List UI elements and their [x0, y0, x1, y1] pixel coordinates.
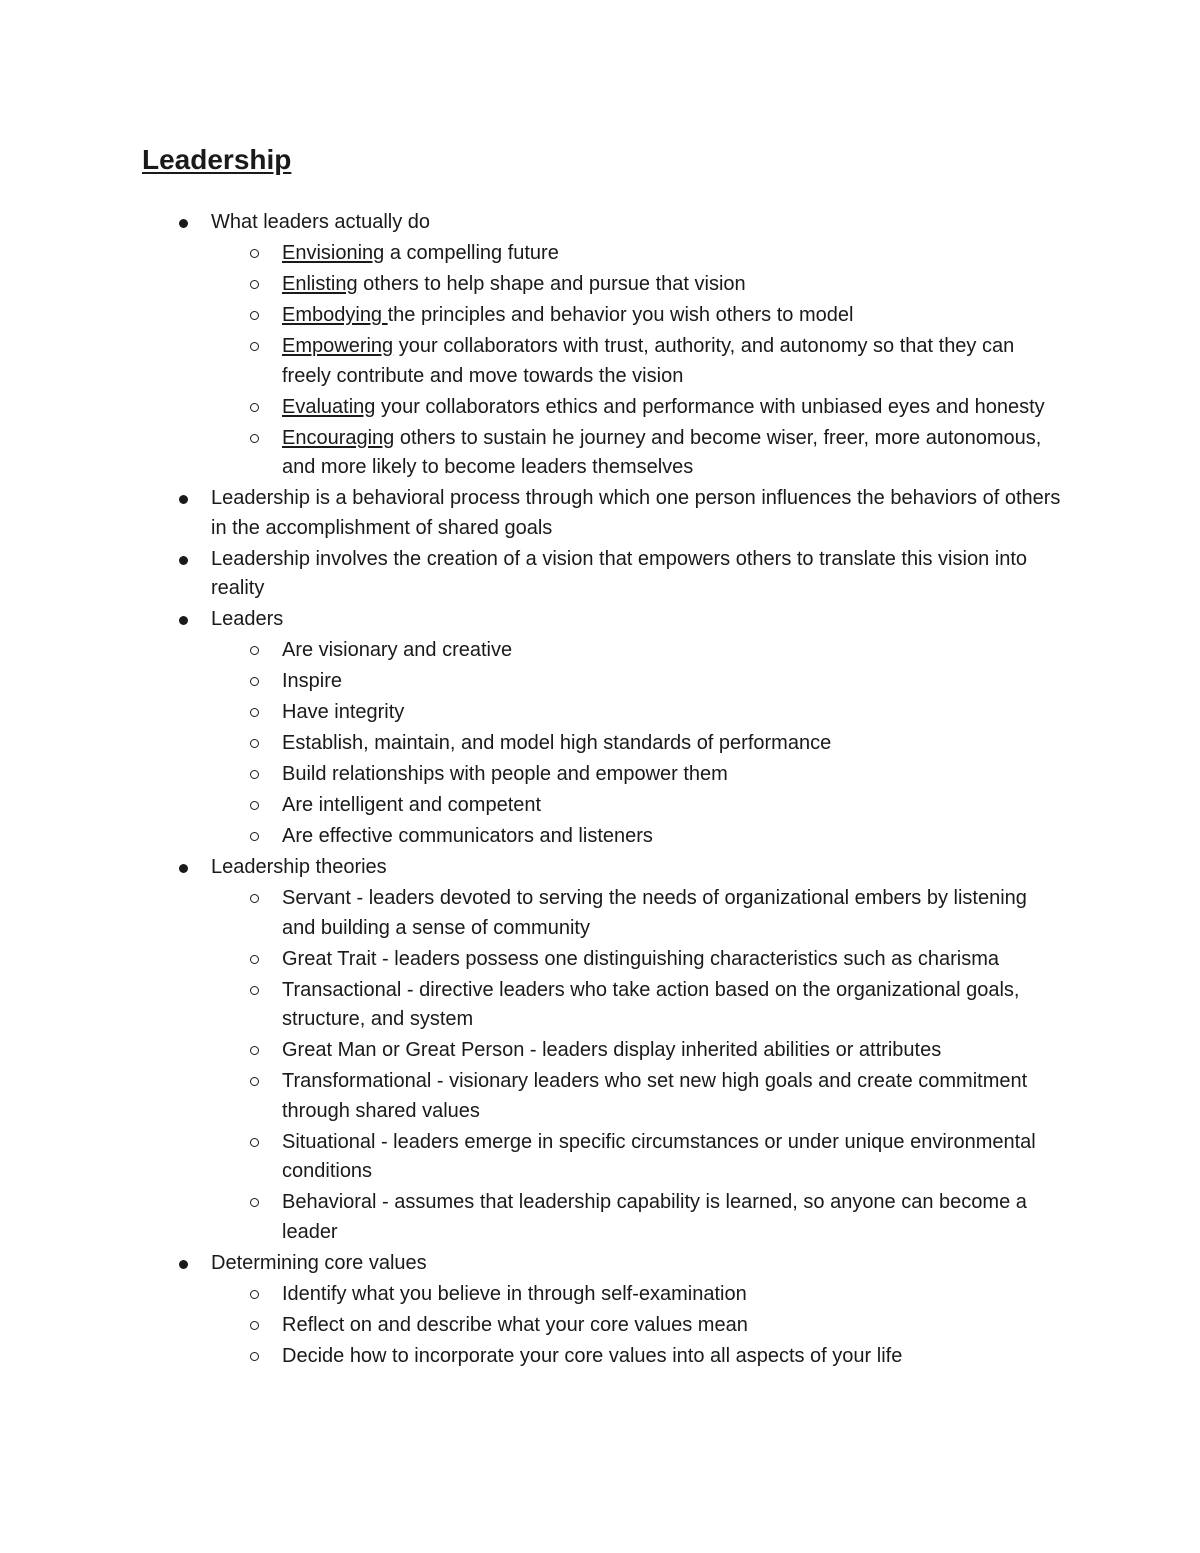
sub-list-item — [0, 270, 1062, 300]
sub-item-text: others to sustain he journey and become wiser, freer, more autonomous, and more likely to become leaders themselves — [282, 426, 1042, 479]
sub-list-item — [0, 698, 1062, 728]
bullet-circle-icon — [250, 434, 259, 443]
bullet-disc-icon — [179, 556, 188, 565]
bullet-circle-icon — [250, 708, 259, 717]
sub-list-item — [0, 239, 1062, 269]
sub-item-text: Reflect on and describe what your core values mean — [282, 1313, 748, 1336]
sub-item-text: a compelling future — [384, 241, 559, 264]
list-item-text: What leaders actually do — [211, 211, 431, 233]
sub-item-text: Situational - leaders emerge in specific circumstances or under unique environmental conditions — [282, 1130, 1036, 1183]
sub-item-text: your collaborators ethics and performance with unbiased eyes and honesty — [375, 395, 1045, 418]
bullet-circle-icon — [250, 739, 259, 748]
sub-item-text: Establish, maintain, and model high standards of performance — [282, 732, 832, 755]
page-title: Leadership — [142, 144, 292, 175]
list-item-text: Leadership is a behavioral process through which one person influences the behaviors of others in the accomplishment of shared goals — [211, 487, 1061, 539]
sub-list-item — [0, 729, 1062, 759]
sub-item-text: Decide how to incorporate your core values into all aspects of your life — [282, 1344, 903, 1367]
list-item — [0, 545, 1061, 604]
bullet-circle-icon — [250, 801, 259, 810]
underlined-term: Encouraging — [282, 426, 395, 449]
sub-list-item — [0, 1311, 1062, 1341]
sub-list-item — [0, 945, 1062, 975]
sub-bullet-list — [211, 1280, 1061, 1372]
sub-list-item — [0, 332, 1062, 391]
list-item-text: Leaders — [211, 608, 284, 631]
sub-list-item — [0, 636, 1062, 666]
bullet-circle-icon — [250, 986, 259, 995]
document-body — [0, 208, 1200, 1372]
bullet-circle-icon — [250, 1138, 259, 1147]
sub-list-item — [0, 1188, 1062, 1247]
sub-item-text: Transactional - directive leaders who take action based on the organizational goals, structure, and system — [282, 978, 1020, 1031]
sub-list-item — [0, 884, 1062, 943]
bullet-circle-icon — [250, 955, 259, 964]
bullet-circle-icon — [250, 894, 259, 903]
underlined-term: Embodying — [282, 303, 388, 326]
bullet-disc-icon — [179, 219, 188, 228]
bullet-disc-icon — [179, 616, 188, 625]
list-item-text: Leadership theories — [211, 856, 387, 879]
bullet-circle-icon — [250, 403, 259, 412]
bullet-disc-icon — [179, 864, 188, 873]
sub-item-text: the principles and behavior you wish others to model — [387, 303, 854, 326]
sub-item-text: your collaborators with trust, authority, and autonomy so that they can freely contribute and move towards the vision — [282, 334, 1015, 387]
main-bullet-list — [0, 208, 1200, 1372]
bullet-circle-icon — [250, 646, 259, 655]
list-item-text: Leadership involves the creation of a vision that empowers others to translate this vision into reality — [211, 547, 1027, 600]
sub-bullet-list — [211, 636, 1061, 852]
sub-list-item — [0, 760, 1062, 790]
sub-list-item — [0, 1067, 1062, 1126]
sub-item-text: Identify what you believe in through self-examination — [282, 1282, 747, 1305]
sub-list-item — [0, 667, 1062, 697]
sub-list-item — [0, 791, 1062, 821]
sub-item-text: Behavioral - assumes that leadership capability is learned, so anyone can become a leader — [282, 1191, 1027, 1243]
underlined-term: Enlisting — [282, 272, 358, 295]
list-item-text: Determining core values — [211, 1251, 427, 1274]
bullet-circle-icon — [250, 1321, 259, 1330]
underlined-term: Evaluating — [282, 395, 376, 418]
sub-item-text: others to help shape and pursue that vision — [357, 272, 746, 295]
list-item — [0, 484, 1061, 543]
sub-bullet-list — [211, 239, 1061, 483]
sub-item-text: Are intelligent and competent — [282, 794, 542, 817]
bullet-circle-icon — [250, 1046, 259, 1055]
sub-list-item — [0, 822, 1062, 852]
bullet-disc-icon — [179, 1260, 188, 1269]
bullet-circle-icon — [250, 832, 259, 841]
list-item — [0, 605, 1061, 851]
underlined-term: Empowering — [282, 334, 394, 357]
sub-list-item — [0, 976, 1062, 1035]
sub-item-text: Servant - leaders devoted to serving the needs of organizational embers by listening and building a sense of community — [282, 887, 1027, 939]
sub-item-text: Great Man or Great Person - leaders display inherited abilities or attributes — [282, 1039, 942, 1062]
bullet-disc-icon — [179, 495, 188, 504]
bullet-circle-icon — [250, 1198, 259, 1207]
list-item — [0, 853, 1061, 1247]
sub-item-text: Are visionary and creative — [282, 639, 513, 662]
sub-list-item — [0, 1342, 1062, 1372]
bullet-circle-icon — [250, 1077, 259, 1086]
sub-list-item — [0, 1128, 1062, 1187]
sub-list-item — [0, 301, 1062, 331]
bullet-circle-icon — [250, 342, 259, 351]
list-item — [0, 1249, 1061, 1372]
bullet-circle-icon — [250, 311, 259, 320]
bullet-circle-icon — [250, 280, 259, 289]
sub-list-item — [0, 393, 1062, 423]
underlined-term: Envisioning — [282, 241, 385, 264]
bullet-circle-icon — [250, 249, 259, 258]
bullet-circle-icon — [250, 1290, 259, 1299]
sub-item-text: Have integrity — [282, 701, 405, 724]
bullet-circle-icon — [250, 1352, 259, 1361]
sub-item-text: Transformational - visionary leaders who set new high goals and create commitment through shared values — [282, 1070, 1028, 1122]
sub-item-text: Great Trait - leaders possess one distinguishing characteristics such as charisma — [282, 947, 999, 970]
sub-list-item — [0, 424, 1062, 483]
bullet-circle-icon — [250, 770, 259, 779]
sub-list-item — [0, 1280, 1062, 1310]
sub-bullet-list — [211, 884, 1061, 1247]
sub-item-text: Build relationships with people and empower them — [282, 763, 728, 786]
sub-item-text: Are effective communicators and listeners — [282, 825, 653, 848]
bullet-circle-icon — [250, 677, 259, 686]
sub-list-item — [0, 1036, 1062, 1066]
sub-item-text: Inspire — [282, 670, 343, 693]
list-item — [0, 208, 1061, 483]
